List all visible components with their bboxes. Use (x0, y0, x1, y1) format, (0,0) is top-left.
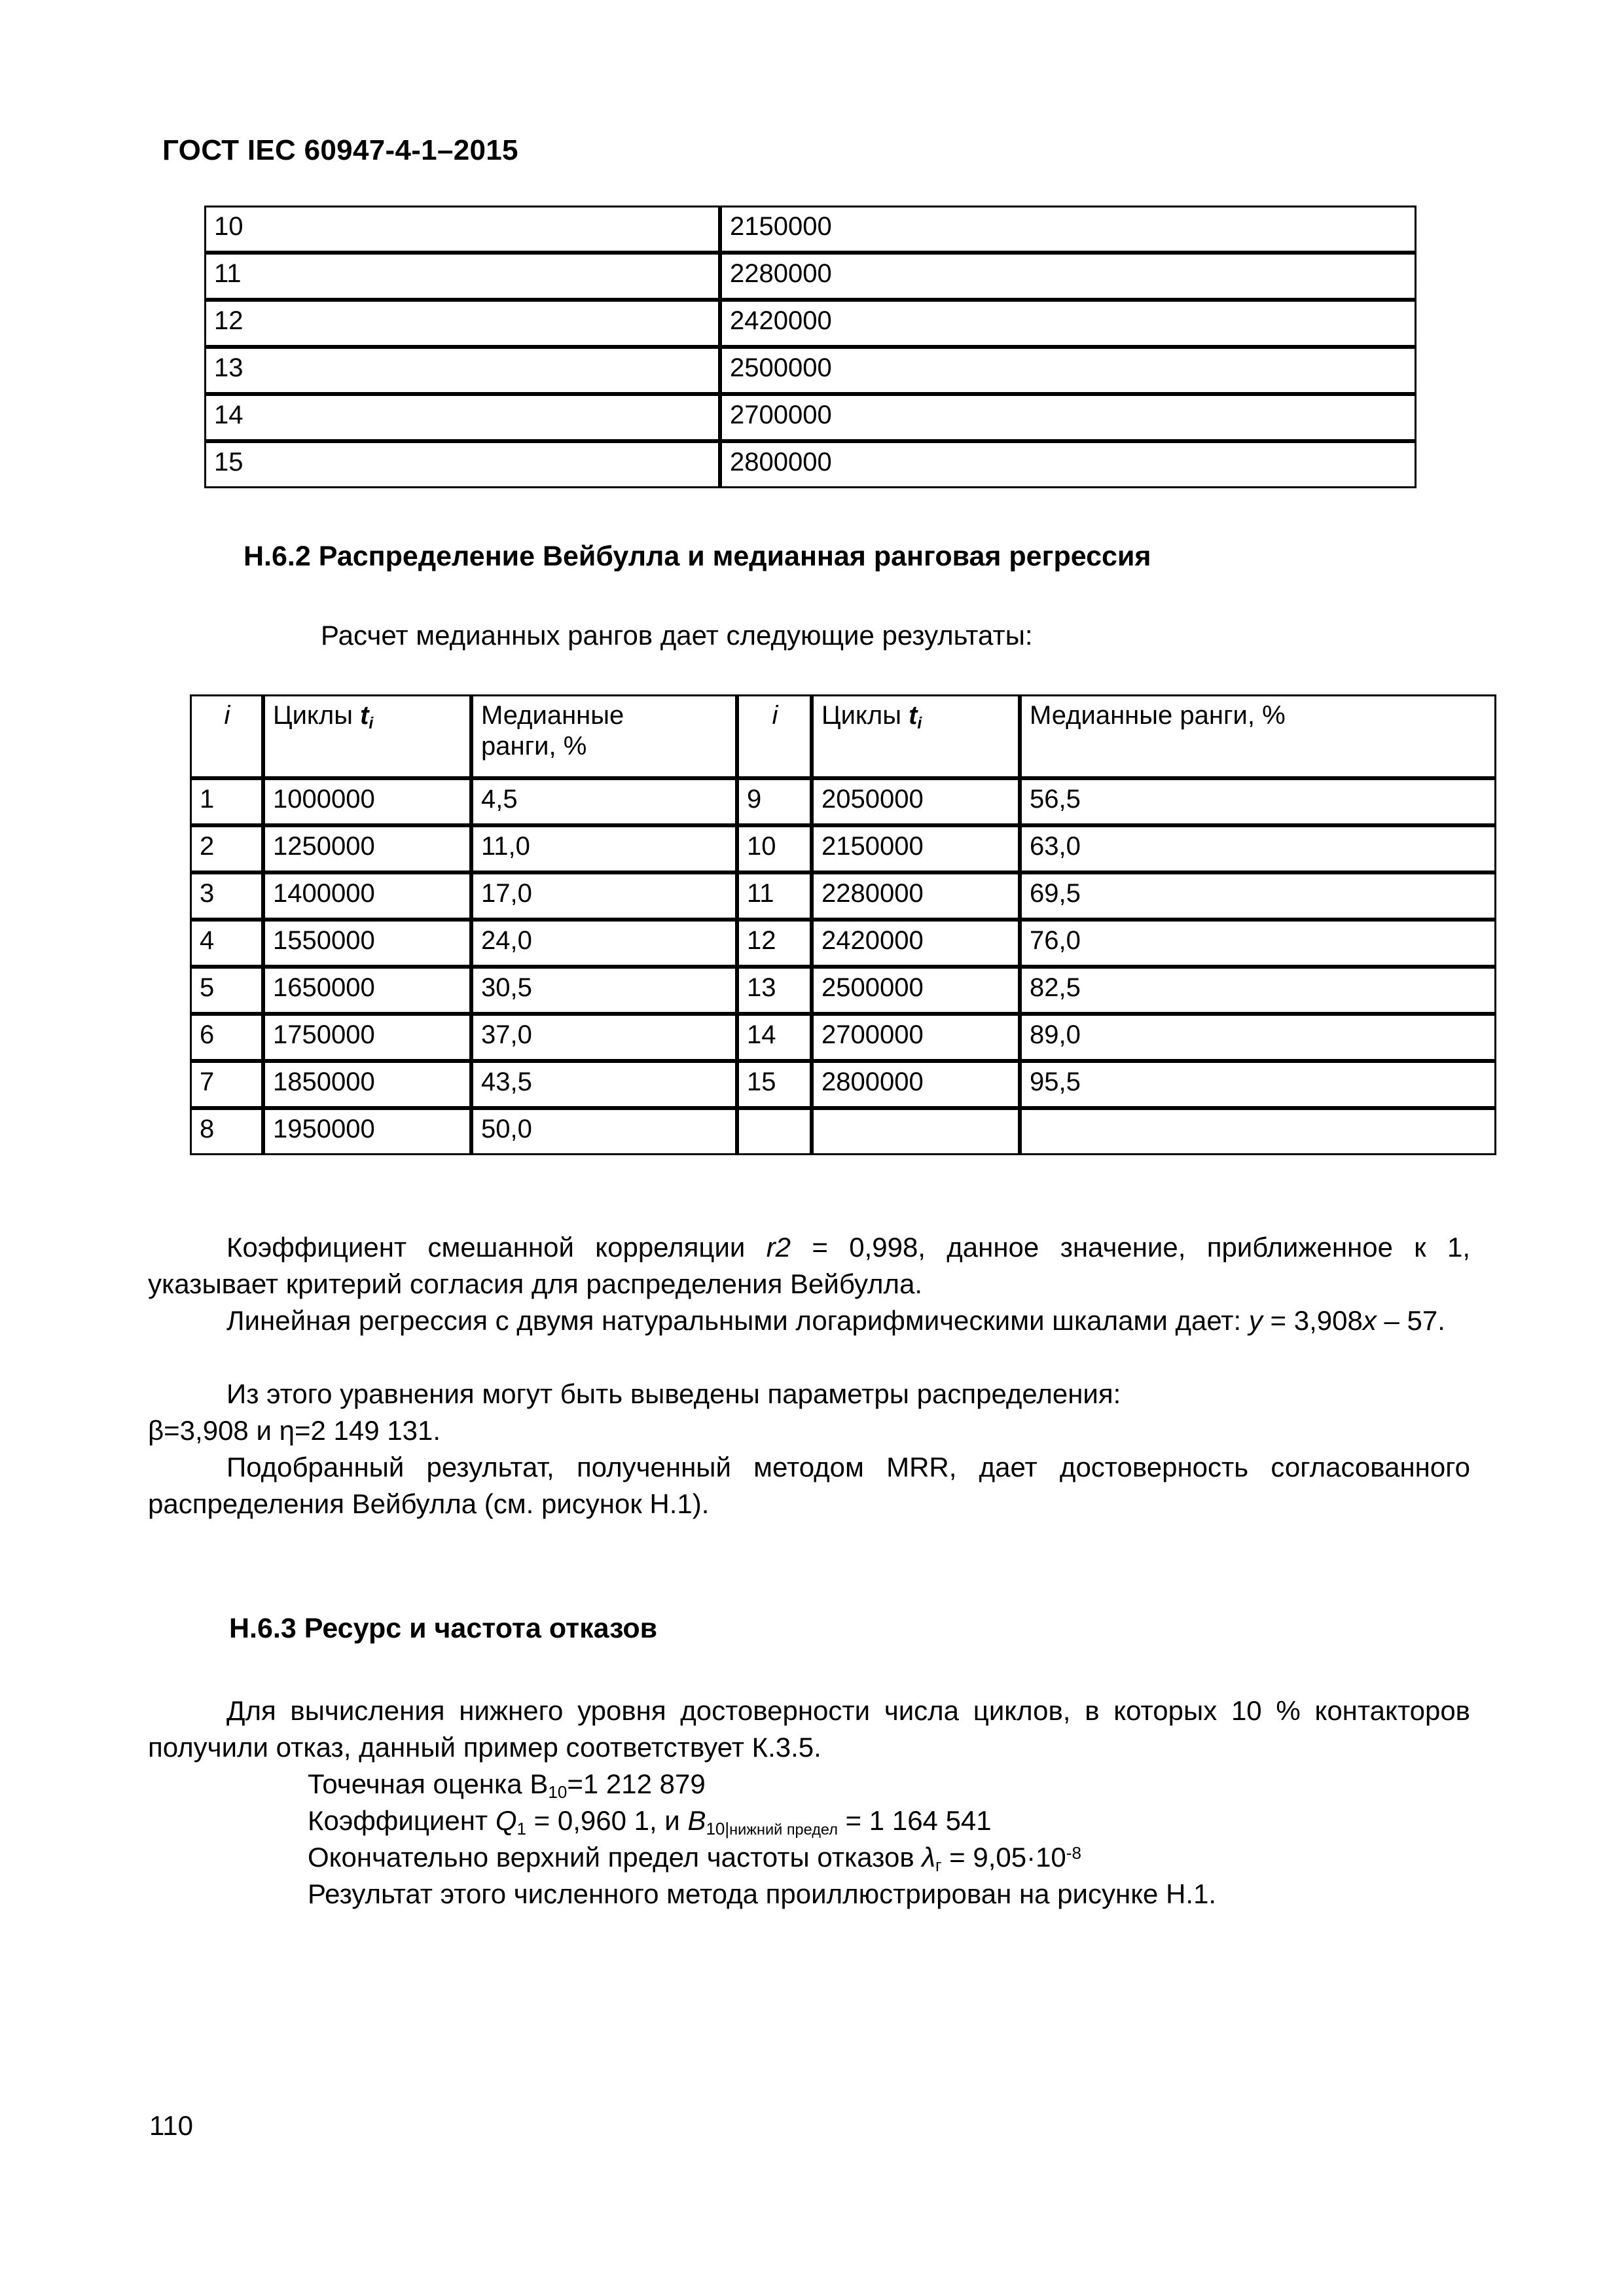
table-row (190, 967, 1496, 1014)
header-median-ranks-line2: ранги, % (481, 732, 587, 761)
table-row (204, 206, 1416, 253)
cell-cycles-2 (812, 1108, 1020, 1155)
parameters-line1: Из этого уравнения могут быть выведены параметры распределения: (226, 1378, 1121, 1409)
cell-rank: 37,0 (471, 1014, 737, 1061)
cell-index: 14 (204, 394, 720, 441)
table-row (190, 872, 1496, 920)
table-row (204, 394, 1416, 441)
mrr-text: Подобранный результат, полученный методом MRR, дает достоверность согласованного распределения Вейбулла (см. рисунок Н.1). (148, 1452, 1470, 1519)
section-heading-h63: Н.6.3 Ресурс и частота отказов (229, 1613, 658, 1644)
cell-index: 1 (190, 778, 263, 825)
table-body (204, 206, 1416, 488)
cell-index: 2 (190, 825, 263, 872)
b10-lower-subscript-words: нижний предел (729, 1821, 838, 1839)
table-row (204, 253, 1416, 300)
cell-cycles-2: 2050000 (812, 778, 1020, 825)
cell-cycles-2: 2280000 (812, 872, 1020, 920)
q1-variable: Q (495, 1805, 517, 1836)
cell-cycles: 1550000 (263, 920, 471, 967)
point-estimate-subscript: 10 (548, 1782, 568, 1803)
regression-text-part1: Линейная регрессия с двумя натуральными логарифмическими шкалами дает: (226, 1305, 1249, 1336)
cell-rank-2: 82,5 (1020, 967, 1496, 1014)
cell-cycles: 1850000 (263, 1061, 471, 1108)
regression-variable-y: y (1248, 1305, 1263, 1336)
cell-rank-2 (1020, 1108, 1496, 1155)
cell-index: 6 (190, 1014, 263, 1061)
paragraph-intro (242, 617, 1159, 654)
header-cycles (263, 694, 471, 778)
lambda-value: = 9,05·10 (941, 1842, 1066, 1873)
cell-index: 5 (190, 967, 263, 1014)
cell-index-2: 11 (737, 872, 812, 920)
median-ranks-table (190, 694, 1496, 1155)
cell-rank: 11,0 (471, 825, 737, 872)
cell-rank-2: 69,5 (1020, 872, 1496, 920)
document-header: ГОСТ IEC 60947-4-1–2015 (162, 134, 518, 166)
lambda-subscript: г (935, 1856, 942, 1876)
cell-cycles-2: 2800000 (812, 1061, 1020, 1108)
cell-rank: 30,5 (471, 967, 737, 1014)
line-result (229, 1876, 1551, 1912)
header-cycles-2-label: Циклы (821, 701, 909, 730)
point-estimate-label: Точечная оценка B (308, 1768, 549, 1799)
correlation-text-part1: Коэффициент смешанной корреляции (226, 1232, 767, 1263)
cell-index: 11 (204, 253, 720, 300)
table-body (190, 778, 1496, 1155)
page-number: 110 (149, 2110, 193, 2141)
q1-label: Коэффициент (308, 1805, 496, 1836)
section-heading-h62: Н.6.2 Распределение Вейбулла и медианная ранговая регрессия (244, 541, 1151, 572)
cell-index: 12 (204, 300, 720, 347)
lambda-exponent: -8 (1066, 1843, 1081, 1863)
cell-rank-2: 63,0 (1020, 825, 1496, 872)
table-row (190, 825, 1496, 872)
table-row (190, 920, 1496, 967)
paragraph-regression (148, 1302, 1470, 1339)
cell-index: 4 (190, 920, 263, 967)
header-index: i (190, 694, 263, 778)
q1-subscript: 1 (516, 1819, 526, 1839)
table-row (190, 1108, 1496, 1155)
regression-variable-x: x (1362, 1305, 1377, 1336)
header-cycles-2-var: t (909, 701, 918, 730)
table-row (190, 1014, 1496, 1061)
regression-text-part3: – 57. (1376, 1305, 1445, 1336)
cell-cycles-2: 2420000 (812, 920, 1020, 967)
cell-cycles: 2280000 (720, 253, 1416, 300)
cell-cycles: 2800000 (720, 441, 1416, 488)
cell-cycles: 1750000 (263, 1014, 471, 1061)
lambda-variable: λ (922, 1842, 935, 1873)
cell-index: 13 (204, 347, 720, 394)
header-median-ranks-right: Медианные ранги, % (1020, 694, 1496, 778)
table-header-row (190, 694, 1496, 778)
paragraph-b10-intro (148, 1693, 1470, 1766)
cell-index-2: 9 (737, 778, 812, 825)
paragraph-mrr (148, 1449, 1470, 1522)
header-index-2: i (737, 694, 812, 778)
lambda-label: Окончательно верхний предел частоты отказов (308, 1842, 922, 1873)
table-row (204, 300, 1416, 347)
point-estimate-value: =1 212 879 (567, 1768, 706, 1799)
table-row (204, 441, 1416, 488)
header-cycles-2 (812, 694, 1020, 778)
q1-value: = 0,960 1, и (526, 1805, 688, 1836)
result-text: Результат этого численного метода проиллюстрирован на рисунке Н.1. (308, 1878, 1217, 1909)
intro-text: Расчет медианных рангов дает следующие результаты: (321, 620, 1033, 651)
cell-rank: 24,0 (471, 920, 737, 967)
cell-rank: 4,5 (471, 778, 737, 825)
cell-index-2: 12 (737, 920, 812, 967)
cell-rank-2: 89,0 (1020, 1014, 1496, 1061)
header-median-ranks-line1: Медианные (481, 701, 624, 730)
cell-cycles-2: 2150000 (812, 825, 1020, 872)
cell-index-2: 15 (737, 1061, 812, 1108)
header-cycles-label: Циклы (273, 701, 361, 730)
line-point-estimate (229, 1766, 1551, 1806)
correlation-text-part2: = 0,998, данное значение, приближенное к 1, указывает критерий согласия для распределения Вейбулла. (148, 1232, 1470, 1299)
cell-cycles: 1650000 (263, 967, 471, 1014)
parameters-line2: β=3,908 и η=2 149 131. (148, 1415, 441, 1446)
table-row (190, 778, 1496, 825)
cell-cycles: 1000000 (263, 778, 471, 825)
cell-cycles: 2150000 (720, 206, 1416, 253)
header-cycles-2-subscript: i (917, 714, 922, 732)
cell-index: 15 (204, 441, 720, 488)
paragraph-parameters (148, 1376, 1470, 1449)
cell-index-2: 10 (737, 825, 812, 872)
regression-text-part2: = 3,908 (1262, 1305, 1363, 1336)
cell-cycles: 2700000 (720, 394, 1416, 441)
cell-cycles: 2420000 (720, 300, 1416, 347)
line-lambda-failure-rate (229, 1839, 1551, 1879)
paragraph-correlation (148, 1229, 1470, 1302)
b10-lower-subscript: 10| (706, 1819, 730, 1839)
cell-rank-2: 76,0 (1020, 920, 1496, 967)
cell-index-2: 14 (737, 1014, 812, 1061)
cell-rank: 43,5 (471, 1061, 737, 1108)
cell-rank-2: 56,5 (1020, 778, 1496, 825)
cell-cycles: 1400000 (263, 872, 471, 920)
b10-lower-variable: B (687, 1805, 706, 1836)
b10-intro-text: Для вычисления нижнего уровня достоверности числа циклов, в которых 10 % контакторов получили отказ, данный пример соответствует К.3.5. (148, 1695, 1470, 1763)
cell-cycles-2: 2700000 (812, 1014, 1020, 1061)
cell-index: 8 (190, 1108, 263, 1155)
cell-rank: 50,0 (471, 1108, 737, 1155)
cell-index-2 (737, 1108, 812, 1155)
cell-index-2: 13 (737, 967, 812, 1014)
correlation-variable: r2 (766, 1232, 791, 1263)
table-row (204, 347, 1416, 394)
b10-lower-value: = 1 164 541 (837, 1805, 992, 1836)
cell-rank: 17,0 (471, 872, 737, 920)
cycles-continuation-table (204, 206, 1416, 488)
cell-cycles: 2500000 (720, 347, 1416, 394)
cell-index: 7 (190, 1061, 263, 1108)
cell-cycles: 1250000 (263, 825, 471, 872)
cell-rank-2: 95,5 (1020, 1061, 1496, 1108)
cell-cycles: 1950000 (263, 1108, 471, 1155)
header-cycles-subscript: i (369, 714, 374, 732)
header-median-ranks-left (471, 694, 737, 778)
line-q1-coefficient (229, 1803, 1551, 1843)
table-header (190, 694, 1496, 778)
cell-cycles-2: 2500000 (812, 967, 1020, 1014)
header-cycles-var: t (360, 701, 369, 730)
table-row (190, 1061, 1496, 1108)
cell-index: 3 (190, 872, 263, 920)
cell-index: 10 (204, 206, 720, 253)
